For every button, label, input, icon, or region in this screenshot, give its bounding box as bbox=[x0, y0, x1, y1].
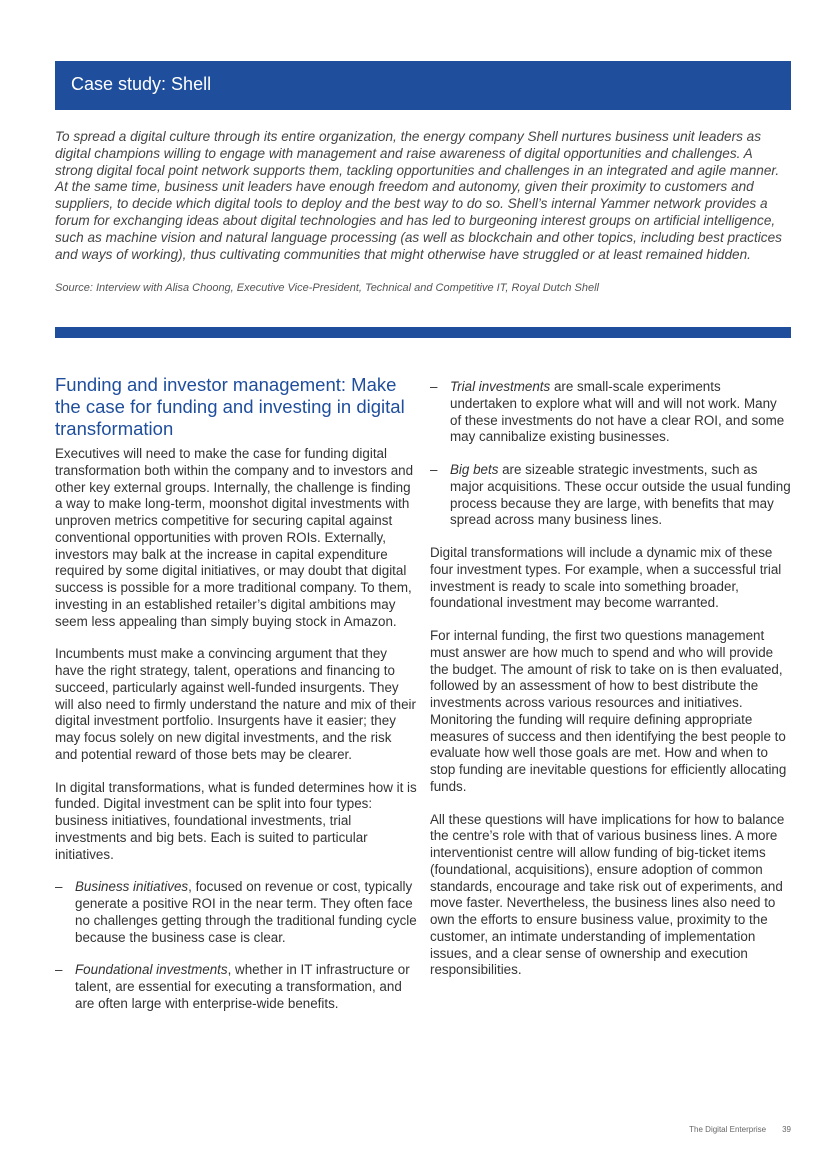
section-heading: Funding and investor management: Make the case for funding and investing in digital transformation bbox=[55, 374, 405, 439]
case-study-header bbox=[55, 61, 791, 110]
bullet-term: Foundational investments bbox=[75, 962, 228, 978]
bullet-term: Big bets bbox=[450, 462, 499, 477]
bullet-foundational-investments bbox=[55, 962, 417, 1012]
bullet-term: Business initiatives bbox=[75, 879, 189, 895]
bullet-dash: – bbox=[430, 379, 438, 394]
paragraph: Incumbents must make a convincing argument that they have the right strategy, talent, operations and financing to succeed, particularly against well-funded insurgents. They will also need to firmly understand the nature and mix of their digital investment portfolio. Insurgents have it easier; they may focus solely on new digital investments, and the risk and potential reward of those bets may be clearer. bbox=[55, 646, 416, 762]
right-column bbox=[430, 379, 791, 995]
paragraph: Executives will need to make the case for funding digital transformation both within the company and to investors and other key external groups. Internally, the challenge is finding a way to make long-term, moonshot digital investments with unproven metrics competitive for securing capital against conventional opportunities with proven ROIs. Externally, investors may balk at the increase in capital expenditure required by some digital initiatives, or may doubt that digital success is possible for a more traditional company. To them, investing in an established retailer’s digital ambitions may seem less appealing than simply buying stock in Amazon. bbox=[55, 446, 414, 629]
paragraph: In digital transformations, what is funded determines how it is funded. Digital investment can be split into four types: business initiatives, foundational investments, trial investments and big bets. Each is suited to particular initiatives. bbox=[55, 779, 417, 862]
paragraph: For internal funding, the first two questions management must answer are how much to spend and who will provide the budget. The amount of risk to take on is then evaluated, followed by an assessment of how to best distribute the investments across various resources and initiatives. Monitoring the funding will require defining appropriate measures of success and then identifying the best people to evaluate how well those goals are met. How and when to stop funding are inevitable questions for efficiently allocating funds. bbox=[430, 628, 787, 794]
case-study-title: Case study: Shell bbox=[71, 74, 212, 94]
left-column bbox=[55, 374, 417, 1029]
bullet-dash: – bbox=[55, 962, 63, 978]
case-study-source: Source: Interview with Alisa Choong, Executive Vice-President, Technical and Competitive IT, Royal Dutch Shell bbox=[55, 282, 599, 294]
bullet-text: are small-scale experiments undertaken to explore what will and will not work. Many of these investments do not have a clear ROI, and some may cannibalize existing businesses. bbox=[450, 379, 785, 445]
bullet-text: , focused on revenue or cost, typically generate a positive ROI in the near term. They often face no challenges getting through the traditional funding cycle because the business case is clear. bbox=[75, 879, 417, 945]
page-number: 39 bbox=[782, 1125, 791, 1134]
bullet-dash: – bbox=[430, 462, 438, 477]
paragraph: All these questions will have implications for how to balance the centre’s role with that of various business lines. A more interventionist centre will allow funding of big-ticket items (foundational, acquisitions), ensure adoption of common standards, encourage and take risk out of experiments, and move faster. Nevertheless, the business lines also need to own the efforts to ensure business value, proximity to the customer, an intimate understanding of implementation issues, and a clear sense of ownership and execution responsibilities. bbox=[430, 811, 785, 978]
section-divider-bar bbox=[55, 327, 791, 338]
bullet-term: Trial investments bbox=[450, 379, 551, 394]
bullet-trial-investments bbox=[430, 379, 791, 446]
bullet-text: are sizeable strategic investments, such as major acquisitions. These occur outside the usual funding process because they are large, with benefits that may spread across many business lines. bbox=[450, 462, 791, 528]
publication-name: The Digital Enterprise bbox=[689, 1125, 767, 1134]
case-study-body: To spread a digital culture through its entire organization, the energy company Shell nurtures business unit leaders as digital champions willing to engage with management and raise awareness of digital opportunities and challenges. A strong digital focal point network supports them, tackling opportunities and challenges in an integrated and agile manner. At the same time, business unit leaders have enough freedom and autonomy, given their proximity to customers and suppliers, to decide which digital tools to deploy and the best way to do so. Shell’s internal Yammer network provides a forum for exchanging ideas about digital technologies and has led to burgeoning interest groups on artificial intelligence, such as machine vision and natural language processing (as well as blockchain and other topics, including best practices and ways of working), thus cultivating communities that might otherwise have struggled or at least remained hidden. bbox=[55, 129, 782, 262]
bullet-dash: – bbox=[55, 879, 63, 895]
page-footer bbox=[689, 1125, 791, 1134]
bullet-big-bets bbox=[430, 462, 791, 529]
paragraph: Digital transformations will include a dynamic mix of these four investment types. For example, when a successful trial investment is ready to scale into something broader, foundational investment may become warranted. bbox=[430, 545, 782, 611]
bullet-business-initiatives bbox=[55, 879, 417, 946]
bullet-text: , whether in IT infrastructure or talent, are essential for executing a transformation, and are often large with enterprise-wide benefits. bbox=[75, 962, 410, 1011]
